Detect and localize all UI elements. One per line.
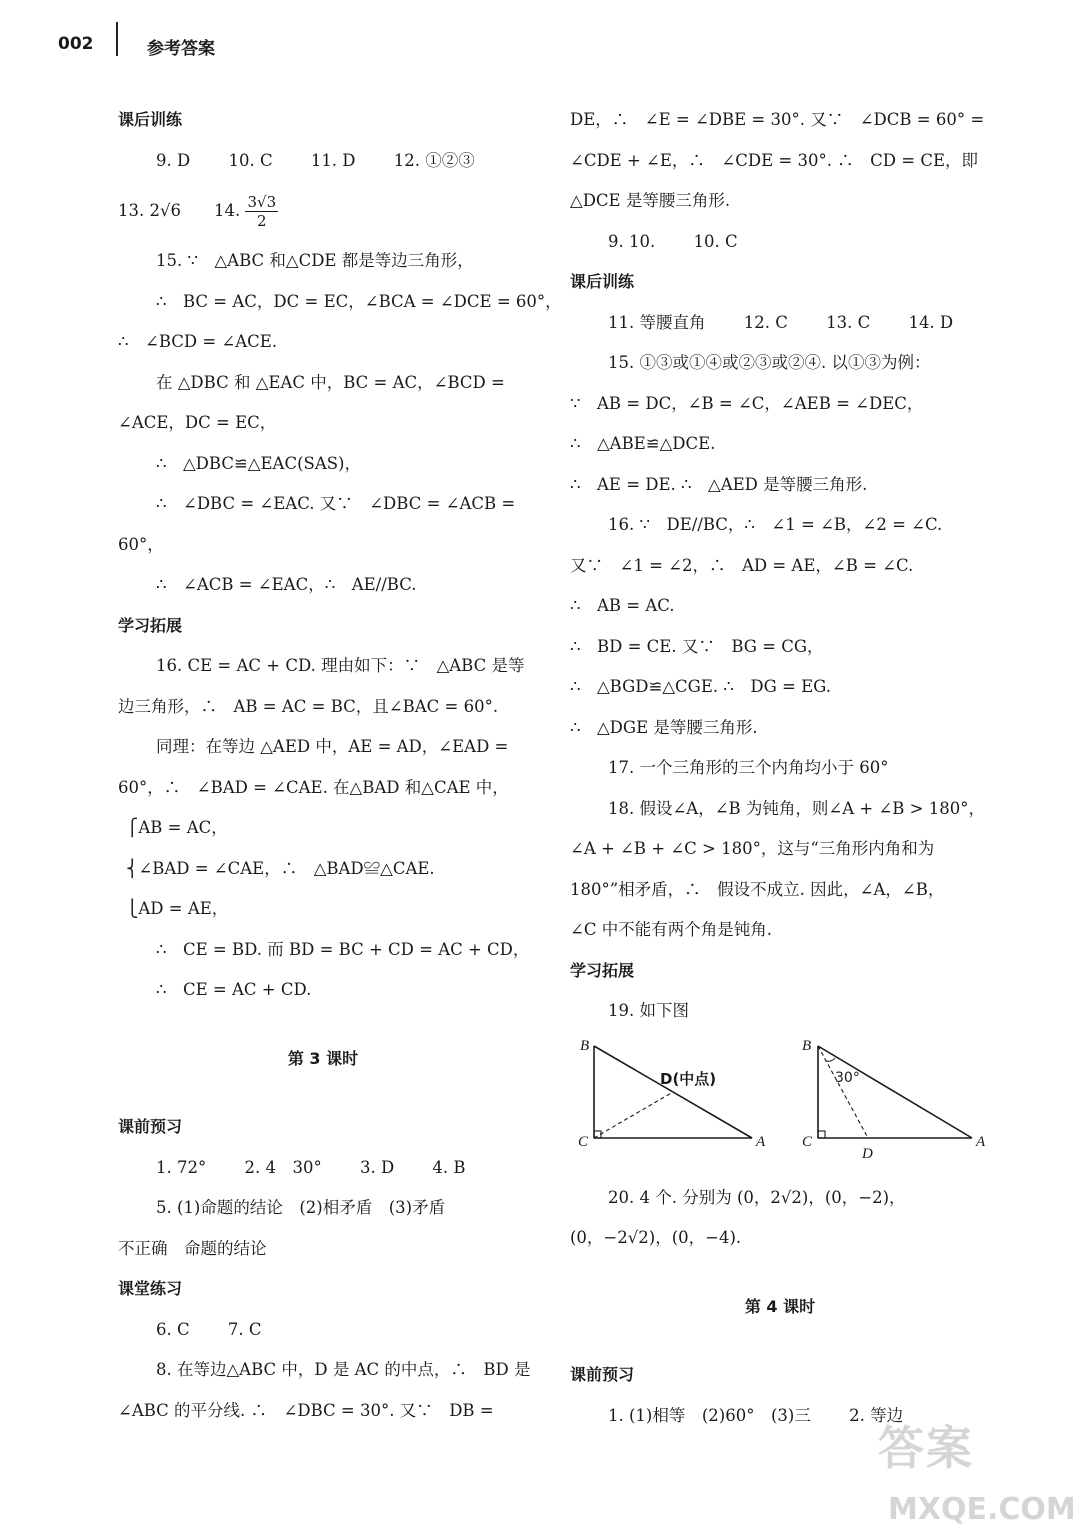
answer-line: 180°”相矛盾，∴ 假设不成立. 因此，∠A，∠B， (570, 879, 945, 899)
page-number: 002 (58, 34, 94, 54)
page-header-title: 参考答案 (147, 39, 215, 59)
fig2-label-a: A (976, 1133, 986, 1150)
answer-line: 15. ∵ △ABC 和△CDE 都是等边三角形， (156, 251, 474, 270)
answer-line: 16. CE = AC + CD. 理由如下：∵ △ABC 是等 (156, 656, 525, 675)
answer-line: ∴ ∠BCD = ∠ACE. (118, 332, 278, 351)
answer-line: 1. (1)相等 (2)60° (3)三 2. 等边 (608, 1405, 904, 1425)
answer-line: 19. 如下图 (608, 1001, 689, 1020)
header-divider (116, 22, 118, 56)
fig2-angle-label: 30° (835, 1069, 860, 1086)
watermark-url: MXQE.COM (888, 1492, 1076, 1527)
answer-line: 1. 72° 2. 4 30° 3. D 4. B (156, 1157, 466, 1177)
spacer (570, 1327, 990, 1355)
answer-line: ∴ CE = AC + CD. (156, 980, 312, 999)
answer-line: ∴ ∠DBC = ∠EAC. 又∵ ∠DBC = ∠ACB = (156, 494, 516, 513)
answer-line: ∴ △ABE≌△DCE. (570, 434, 716, 453)
lesson-title: 第 4 课时 (744, 1296, 816, 1316)
triangle-figures-svg (570, 1038, 990, 1168)
fig1-label-d: D(中点) (660, 1069, 717, 1088)
figure-2-triangle (818, 1046, 972, 1138)
answer-line: 8. 在等边△ABC 中，D 是 AC 的中点，∴ BD 是 (156, 1360, 531, 1379)
answer-line: ⎩AD = AE， (126, 899, 229, 918)
answer-line: 6. C 7. C (156, 1319, 262, 1339)
answer-line: 边三角形，∴ AB = AC = BC，且∠BAC = 60°. (118, 696, 499, 716)
answer-line (118, 181, 528, 241)
section-title: 学习拓展 (570, 960, 635, 980)
spacer (118, 1079, 528, 1107)
answer-line: 60°，∴ ∠BAD = ∠CAE. 在△BAD 和△CAE 中， (118, 777, 509, 797)
answer-line: ∴ △DBC≌△EAC(SAS)， (156, 453, 361, 473)
answer-line: ∠A + ∠B + ∠C > 180°，这与“三角形内角和为 (570, 839, 935, 858)
answer-line: ∴ AE = DE. ∴ △AED 是等腰三角形. (570, 474, 868, 494)
fig2-label-b: B (802, 1037, 812, 1054)
triangle-figures (570, 1038, 990, 1168)
answer-line: ∴ CE = BD. 而 BD = BC + CD = AC + CD， (156, 939, 530, 959)
fig1-label-b: B (580, 1037, 590, 1054)
answer-line: ∴ ∠ACB = ∠EAC，∴ AE//BC. (156, 575, 417, 594)
answer-line: ∠C 中不能有两个角是钝角. (570, 920, 772, 939)
answer-line: ∴ △DGE 是等腰三角形. (570, 717, 758, 737)
fig1-label-a: A (756, 1133, 766, 1150)
answer-line: 18. 假设∠A，∠B 为钝角，则∠A + ∠B > 180°， (608, 798, 985, 818)
answer-line: ∠CDE + ∠E，∴ ∠CDE = 30°. ∴ CD = CE，即 (570, 150, 979, 170)
fig2-label-c: C (802, 1133, 813, 1150)
answer-line: 16. ∵ DE//BC，∴ ∠1 = ∠B，∠2 = ∠C. (608, 515, 943, 534)
answer-line: DE，∴ ∠E = ∠DBE = 30°. 又∵ ∠DCB = 60° = (570, 110, 985, 129)
answer-line: ∴ AB = AC. (570, 596, 675, 615)
answer-line: 15. ①③或①④或②③或②④. 以①③为例： (608, 353, 931, 372)
section-title: 课后训练 (570, 272, 635, 291)
answer-line: 11. 等腰直角 12. C 13. C 14. D (608, 312, 954, 332)
answer-line: 9. 10. 10. C (608, 231, 738, 251)
section-title: 课前预习 (118, 1117, 183, 1136)
lesson-title: 第 3 课时 (287, 1048, 359, 1068)
answer-line: 9. D 10. C 11. D 12. ①②③ (156, 150, 475, 170)
answer-line: △DCE 是等腰三角形. (570, 191, 731, 210)
answer-line: ∵ AB = DC，∠B = ∠C，∠AEB = ∠DEC， (570, 393, 924, 413)
answer-line: ∴ BD = CE. 又∵ BG = CG， (570, 636, 824, 656)
answer-line: 同理：在等边 △AED 中，AE = AD，∠EAD = (156, 737, 509, 756)
section-title: 课后训练 (118, 110, 183, 129)
answer-line: ∴ BC = AC，DC = EC，∠BCA = ∠DCE = 60°， (156, 291, 562, 311)
answer-line: ∠ABC 的平分线. ∴ ∠DBC = 30°. 又∵ DB = (118, 1400, 494, 1420)
answer-line: 5. (1)命题的结论 (2)相矛盾 (3)矛盾 (156, 1198, 446, 1217)
answer-line: 20. 4 个. 分别为 (0，2√2)，(0，−2)， (608, 1187, 906, 1207)
watermark-text: 答案 (878, 1421, 974, 1475)
watermark-logo (878, 1412, 1076, 1532)
answer-line: ∠ACE，DC = EC， (118, 413, 277, 432)
answer-line: 又∵ ∠1 = ∠2，∴ AD = AE，∠B = ∠C. (570, 555, 914, 575)
answer-line: 60°， (118, 534, 164, 554)
section-title: 课堂练习 (118, 1279, 183, 1298)
answer-line: 不正确 命题的结论 (118, 1238, 267, 1258)
answer-line: ∴ △BGD≌△CGE. ∴ DG = EG. (570, 677, 831, 696)
answer-line: ⎧AB = AC， (126, 818, 228, 837)
answer-line: 17. 一个三角形的三个内角均小于 60° (608, 758, 889, 777)
fig1-label-c: C (578, 1133, 589, 1150)
right-column (570, 100, 990, 1436)
fig2-label-d: D (862, 1145, 873, 1162)
answer-text: 13. 2√6 14. (118, 201, 246, 220)
spacer (570, 1259, 990, 1287)
answer-line: ⎨∠BAD = ∠CAE，∴ △BAD≌△CAE. (126, 858, 435, 878)
answer-line: (0，−2√2)，(0，−4). (570, 1228, 742, 1247)
section-title: 课前预习 (570, 1365, 635, 1384)
left-column (118, 100, 562, 1431)
answer-line: 在 △DBC 和 △EAC 中，BC = AC，∠BCD = (156, 372, 505, 392)
spacer (118, 1011, 528, 1039)
figure-1-triangle (594, 1046, 752, 1138)
section-title: 学习拓展 (118, 615, 183, 635)
fraction: $\frac{3√3}{2}$ (247, 193, 277, 230)
